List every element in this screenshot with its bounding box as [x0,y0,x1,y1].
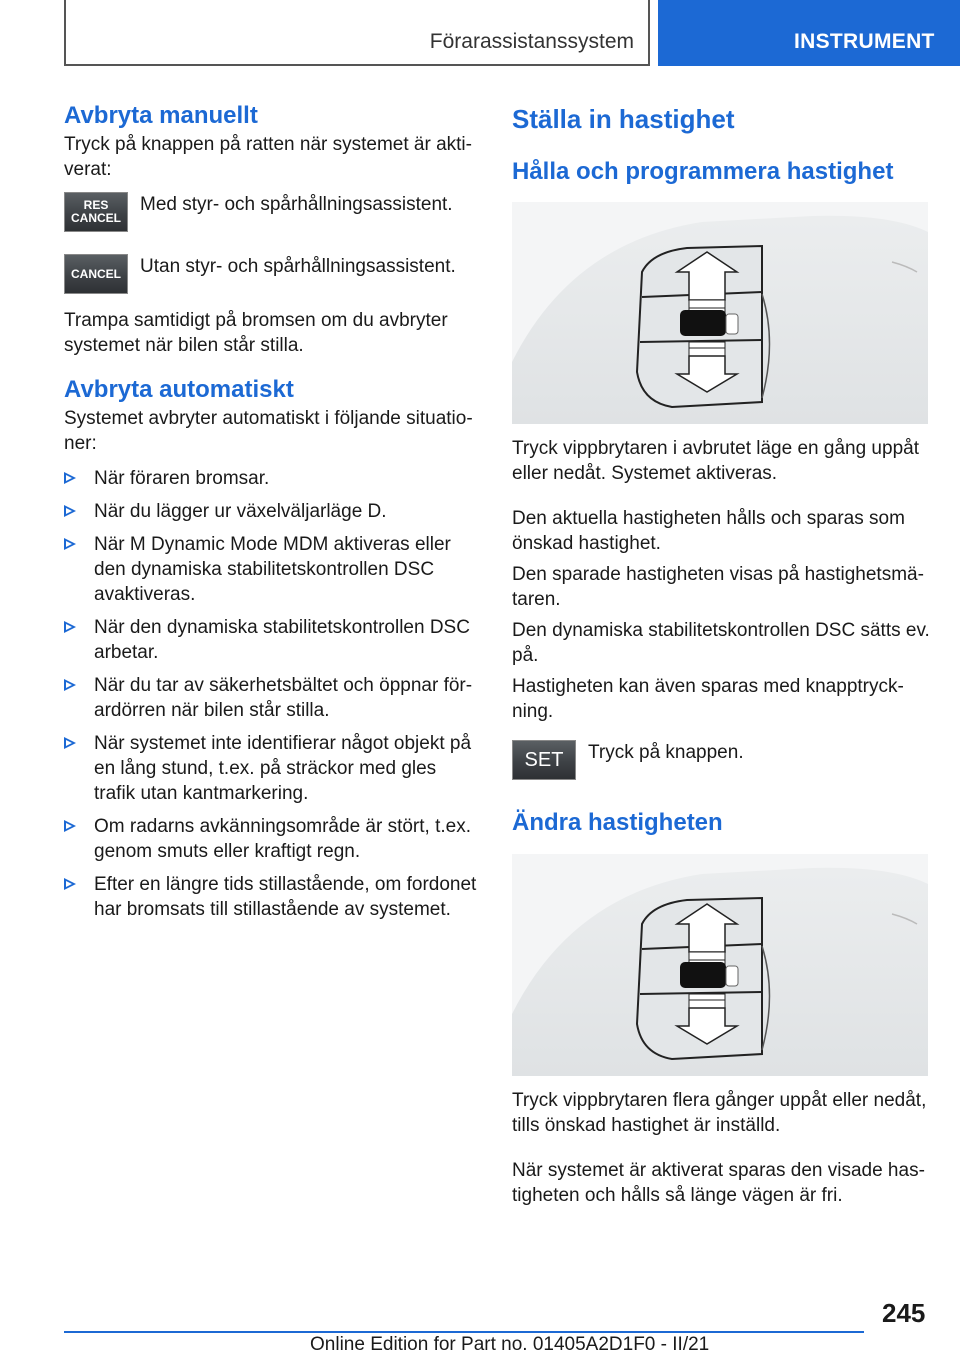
heading-change-speed: Ändra hastigheten [512,809,723,836]
triangle-bullet-icon [64,505,76,517]
set-speed-p3: Den sparade hastigheten visas på hastighetsmätaren. [512,564,924,610]
header-section-box [64,0,650,66]
triangle-bullet-icon [64,538,76,550]
cancel-manual-intro: Tryck på knappen på ratten när systemet är aktiverat: [64,134,472,180]
steering-wheel-rocker-icon [512,854,928,1076]
footer-divider [64,1331,864,1333]
left-column [64,100,482,930]
cancel-automatic-list [64,466,482,922]
set-speed-p1: Tryck vippbrytaren i avbrutet läge en gång uppåt eller nedåt. Systemet aktiveras. [512,438,919,484]
set-button-row [512,740,930,780]
set-speed-p2: Den aktuella hastigheten hålls och sparas som önskad hastighet. [512,508,905,554]
set-speed-p5: Hastigheten kan även sparas med knapptryckning. [512,676,904,722]
footer-edition-text: Online Edition for Part no. 01405A2D1F0 - II/21 [310,1334,710,1355]
list-item: Om radarns avkänningsområde är stört, t.ex. genom smuts eller kraftigt regn. [64,814,482,864]
cancel-automatic-intro: Systemet avbryter automatiskt i följande situationer: [64,408,473,454]
triangle-bullet-icon [64,472,76,484]
cancel-row [64,254,482,294]
res-cancel-button-icon: RES CANCEL [64,192,128,232]
res-cancel-description: Med styr- och spårhållningsassistent. [140,194,453,215]
change-speed-p2: När systemet är aktiverat sparas den visade hastigheten och hålls så länge vägen är fri. [512,1160,925,1206]
set-button-description: Tryck på knappen. [588,742,744,763]
header-section-title: Förarassistanssystem [429,30,634,53]
right-column [512,100,930,1208]
list-item: När föraren bromsar. [64,466,482,491]
list-item: När den dynamiska stabilitetskontrollen DSC arbetar. [64,615,482,665]
set-speed-p4: Den dynamiska stabilitetskontrollen DSC sätts ev. på. [512,620,930,666]
heading-cancel-automatic: Avbryta automatiskt [64,376,294,403]
cancel-button-icon: CANCEL [64,254,128,294]
triangle-bullet-icon [64,679,76,691]
steering-wheel-rocker-image-2 [512,854,928,1076]
cancel-manual-note: Trampa samtidigt på bromsen om du avbryter systemet när bilen står stilla. [64,310,448,356]
triangle-bullet-icon [64,878,76,890]
list-item: När du tar av säkerhetsbältet och öppnar förardörren när bilen står stilla. [64,673,482,723]
header-chapter-tab[interactable] [658,0,960,66]
steering-wheel-rocker-image-1 [512,202,928,424]
list-item: När M Dynamic Mode MDM aktiveras eller den dynamiska stabilitetskontrollen DSC avaktiveras. [64,532,482,607]
heading-hold-program-speed: Hålla och programmera hastighet [512,158,894,185]
triangle-bullet-icon [64,737,76,749]
triangle-bullet-icon [64,621,76,633]
page-number: 245 [882,1298,926,1328]
steering-wheel-rocker-icon [512,202,928,424]
heading-set-speed: Ställa in hastighet [512,104,735,134]
change-speed-p1: Tryck vippbrytaren flera gånger uppåt eller nedåt, tills önskad hastighet är inställd. [512,1090,927,1136]
list-item: När systemet inte identifierar något objekt på en lång stund, t.ex. på sträckor med gles trafik utan kantmarkering. [64,731,482,806]
list-item: Efter en längre tids stillastående, om fordonet har bromsats till stillastående av systemet. [64,872,482,922]
triangle-bullet-icon [64,820,76,832]
heading-cancel-manual: Avbryta manuellt [64,102,258,129]
list-item: När du lägger ur växelväljarläge D. [64,499,482,524]
res-cancel-row [64,192,482,232]
header-chapter-title: INSTRUMENT [794,30,935,53]
set-button-icon: SET [512,740,576,780]
cancel-description: Utan styr- och spårhållningsassistent. [140,256,456,277]
